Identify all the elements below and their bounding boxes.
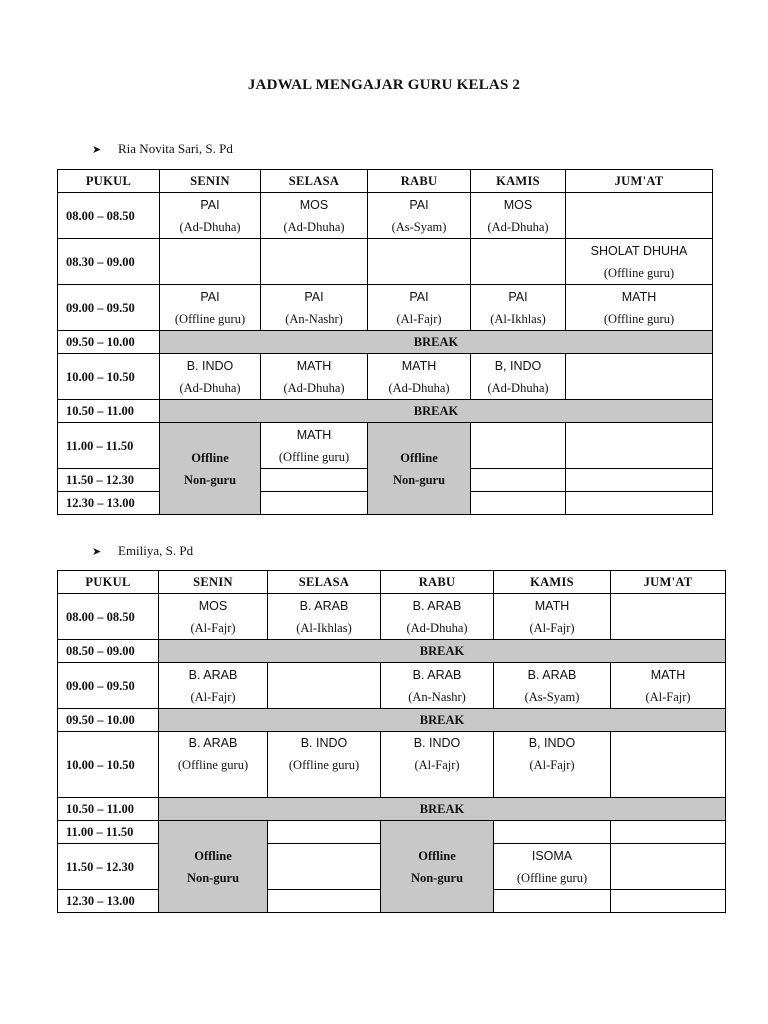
room-label: (Offline guru) <box>288 758 360 772</box>
empty-cell <box>566 193 713 239</box>
break-cell: BREAK <box>159 709 726 732</box>
empty-cell <box>261 492 368 515</box>
empty-cell <box>566 492 713 515</box>
empty-cell <box>566 469 713 492</box>
break-row <box>58 640 726 663</box>
lesson-cell <box>494 594 611 640</box>
empty-cell <box>611 844 726 890</box>
empty-cell <box>268 821 381 844</box>
empty-cell <box>268 844 381 890</box>
lesson-cell <box>261 354 368 400</box>
room-label: (Al-Fajr) <box>645 689 691 704</box>
subject-label: MATH <box>296 358 332 373</box>
offline-block <box>368 423 471 515</box>
room-label: (Ad-Dhuha) <box>283 219 345 234</box>
time-cell: 08.50 – 09.00 <box>58 640 159 663</box>
room-label: (An-Nashr) <box>408 689 466 704</box>
table-row <box>58 821 726 844</box>
schedule-table <box>57 169 713 515</box>
lesson-cell <box>160 285 261 331</box>
room-label: (Al-Fajr) <box>396 311 442 326</box>
break-row <box>58 331 713 354</box>
room-label: (Offline guru) <box>177 758 249 772</box>
offline-block <box>159 821 268 913</box>
table-row <box>58 423 713 469</box>
arrow-bullet-icon: ➤ <box>92 545 102 558</box>
header-cell: KAMIS <box>494 571 611 594</box>
room-label: (Ad-Dhuha) <box>283 380 345 395</box>
subject-label: MATH <box>534 598 570 613</box>
empty-cell <box>261 239 368 285</box>
lesson-cell <box>368 285 471 331</box>
lesson-cell <box>261 193 368 239</box>
lesson-cell <box>268 594 381 640</box>
time-cell: 08.00 – 08.50 <box>58 193 160 239</box>
offline-label: Offline <box>418 848 456 863</box>
subject-label: PAI <box>409 197 429 212</box>
subject-label: B. ARAB <box>299 598 349 613</box>
offline-label: Offline <box>191 450 229 465</box>
subject-label: B. ARAB <box>527 667 577 682</box>
lesson-cell <box>268 732 381 798</box>
subject-label: B. INDO <box>413 736 461 750</box>
header-cell: SENIN <box>160 170 261 193</box>
time-cell: 10.50 – 11.00 <box>58 400 160 423</box>
schedule-table <box>57 570 726 913</box>
empty-cell <box>368 239 471 285</box>
table-row <box>58 663 726 709</box>
empty-cell <box>268 890 381 913</box>
lesson-cell <box>159 663 268 709</box>
subject-label: MATH <box>296 427 332 442</box>
header-cell: PUKUL <box>58 170 160 193</box>
lesson-cell <box>566 285 713 331</box>
subject-label: MATH <box>621 289 657 304</box>
nonguru-label: Non-guru <box>392 472 446 487</box>
time-cell: 10.50 – 11.00 <box>58 798 159 821</box>
lesson-cell <box>611 663 726 709</box>
lesson-cell <box>566 239 713 285</box>
subject-label: B. ARAB <box>188 667 238 682</box>
header-cell: JUM'AT <box>611 571 726 594</box>
header-cell: SELASA <box>268 571 381 594</box>
arrow-bullet-icon: ➤ <box>92 143 102 156</box>
lesson-cell <box>381 663 494 709</box>
header-cell: RABU <box>368 170 471 193</box>
subject-label: B. ARAB <box>188 736 238 750</box>
header-row <box>58 571 726 594</box>
lesson-cell <box>494 732 611 798</box>
empty-cell <box>160 239 261 285</box>
table-row <box>58 594 726 640</box>
teacher-name: Ria Novita Sari, S. Pd <box>118 141 233 156</box>
empty-cell <box>268 663 381 709</box>
offline-block <box>160 423 261 515</box>
room-label: (Offline guru) <box>174 311 246 326</box>
break-cell: BREAK <box>160 331 713 354</box>
header-cell: SENIN <box>159 571 268 594</box>
header-cell: PUKUL <box>58 571 159 594</box>
nonguru-label: Non-guru <box>410 870 464 885</box>
offline-block <box>381 821 494 913</box>
break-cell: BREAK <box>160 400 713 423</box>
teacher-heading <box>92 141 233 157</box>
table-row <box>58 732 726 798</box>
nonguru-label: Non-guru <box>186 870 240 885</box>
empty-cell <box>611 594 726 640</box>
break-row <box>58 400 713 423</box>
lesson-cell <box>159 732 268 798</box>
room-label: (Al-Fajr) <box>529 620 575 635</box>
time-cell: 09.00 – 09.50 <box>58 663 159 709</box>
lesson-cell <box>261 423 368 469</box>
empty-cell <box>611 890 726 913</box>
time-cell: 10.00 – 10.50 <box>58 354 160 400</box>
time-cell: 09.50 – 10.00 <box>58 331 160 354</box>
lesson-cell <box>381 732 494 798</box>
subject-label: B, INDO <box>494 358 542 373</box>
empty-cell <box>611 821 726 844</box>
subject-label: SHOLAT DHUHA <box>590 243 688 258</box>
room-label: (Al-Fajr) <box>190 689 236 704</box>
subject-label: MATH <box>650 667 686 682</box>
header-cell: KAMIS <box>471 170 566 193</box>
room-label: (Offline guru) <box>603 265 675 280</box>
time-cell: 08.30 – 09.00 <box>58 239 160 285</box>
lesson-cell <box>471 354 566 400</box>
room-label: (Al-Fajr) <box>190 620 236 635</box>
table-row <box>58 193 713 239</box>
offline-label: Offline <box>194 848 232 863</box>
room-label: (Offline guru) <box>278 449 350 464</box>
time-cell: 11.50 – 12.30 <box>58 469 160 492</box>
time-cell: 12.30 – 13.00 <box>58 890 159 913</box>
room-label: (Ad-Dhuha) <box>406 620 468 635</box>
subject-label: PAI <box>508 289 528 304</box>
lesson-cell <box>381 594 494 640</box>
subject-label: B. INDO <box>186 358 234 373</box>
room-label: (Offline guru) <box>516 870 588 885</box>
subject-label: B, INDO <box>528 736 576 750</box>
room-label: (As-Syam) <box>524 689 580 704</box>
lesson-cell <box>160 354 261 400</box>
room-label: (As-Syam) <box>391 219 447 234</box>
subject-label: MOS <box>198 598 228 613</box>
room-label: (Ad-Dhuha) <box>487 380 549 395</box>
room-label: (Ad-Dhuha) <box>388 380 450 395</box>
table-row <box>58 285 713 331</box>
empty-cell <box>471 492 566 515</box>
subject-label: B. ARAB <box>412 598 462 613</box>
time-cell: 09.00 – 09.50 <box>58 285 160 331</box>
lesson-cell <box>368 354 471 400</box>
empty-cell <box>611 732 726 798</box>
subject-label: PAI <box>200 197 220 212</box>
lesson-cell <box>261 285 368 331</box>
lesson-cell <box>494 663 611 709</box>
room-label: (Ad-Dhuha) <box>487 219 549 234</box>
empty-cell <box>261 469 368 492</box>
header-cell: JUM'AT <box>566 170 713 193</box>
room-label: (Al-Fajr) <box>414 758 460 772</box>
time-cell: 09.50 – 10.00 <box>58 709 159 732</box>
header-cell: RABU <box>381 571 494 594</box>
table-row <box>58 354 713 400</box>
teacher-heading <box>92 543 193 559</box>
empty-cell <box>566 423 713 469</box>
room-label: (Ad-Dhuha) <box>179 219 241 234</box>
break-row <box>58 798 726 821</box>
lesson-cell <box>494 844 611 890</box>
lesson-cell <box>160 193 261 239</box>
empty-cell <box>471 469 566 492</box>
subject-label: PAI <box>409 289 429 304</box>
room-label: (Al-Fajr) <box>529 758 575 772</box>
break-cell: BREAK <box>159 640 726 663</box>
time-cell: 11.00 – 11.50 <box>58 423 160 469</box>
empty-cell <box>471 423 566 469</box>
lesson-cell <box>159 594 268 640</box>
room-label: (An-Nashr) <box>285 311 343 326</box>
lesson-cell <box>368 193 471 239</box>
break-cell: BREAK <box>159 798 726 821</box>
break-row <box>58 709 726 732</box>
table-row <box>58 239 713 285</box>
subject-label: B. ARAB <box>412 667 462 682</box>
time-cell: 11.50 – 12.30 <box>58 844 159 890</box>
empty-cell <box>566 354 713 400</box>
teacher-name: Emiliya, S. Pd <box>118 543 194 558</box>
time-cell: 10.00 – 10.50 <box>58 732 159 798</box>
subject-label: PAI <box>200 289 220 304</box>
time-cell: 11.00 – 11.50 <box>58 821 159 844</box>
empty-cell <box>494 890 611 913</box>
subject-label: ISOMA <box>531 848 573 863</box>
subject-label: MOS <box>503 197 533 212</box>
header-row <box>58 170 713 193</box>
subject-label: MOS <box>299 197 329 212</box>
empty-cell <box>471 239 566 285</box>
lesson-cell <box>471 285 566 331</box>
empty-cell <box>494 821 611 844</box>
room-label: (Al-Ikhlas) <box>296 620 352 635</box>
subject-label: PAI <box>304 289 324 304</box>
room-label: (Ad-Dhuha) <box>179 380 241 395</box>
subject-label: MATH <box>401 358 437 373</box>
lesson-cell <box>471 193 566 239</box>
header-cell: SELASA <box>261 170 368 193</box>
room-label: (Al-Ikhlas) <box>490 311 546 326</box>
page-title: JADWAL MENGAJAR GURU KELAS 2 <box>247 77 521 93</box>
offline-label: Offline <box>400 450 438 465</box>
room-label: (Offline guru) <box>603 311 675 326</box>
time-cell: 12.30 – 13.00 <box>58 492 160 515</box>
time-cell: 08.00 – 08.50 <box>58 594 159 640</box>
nonguru-label: Non-guru <box>183 472 237 487</box>
subject-label: B. INDO <box>300 736 348 750</box>
